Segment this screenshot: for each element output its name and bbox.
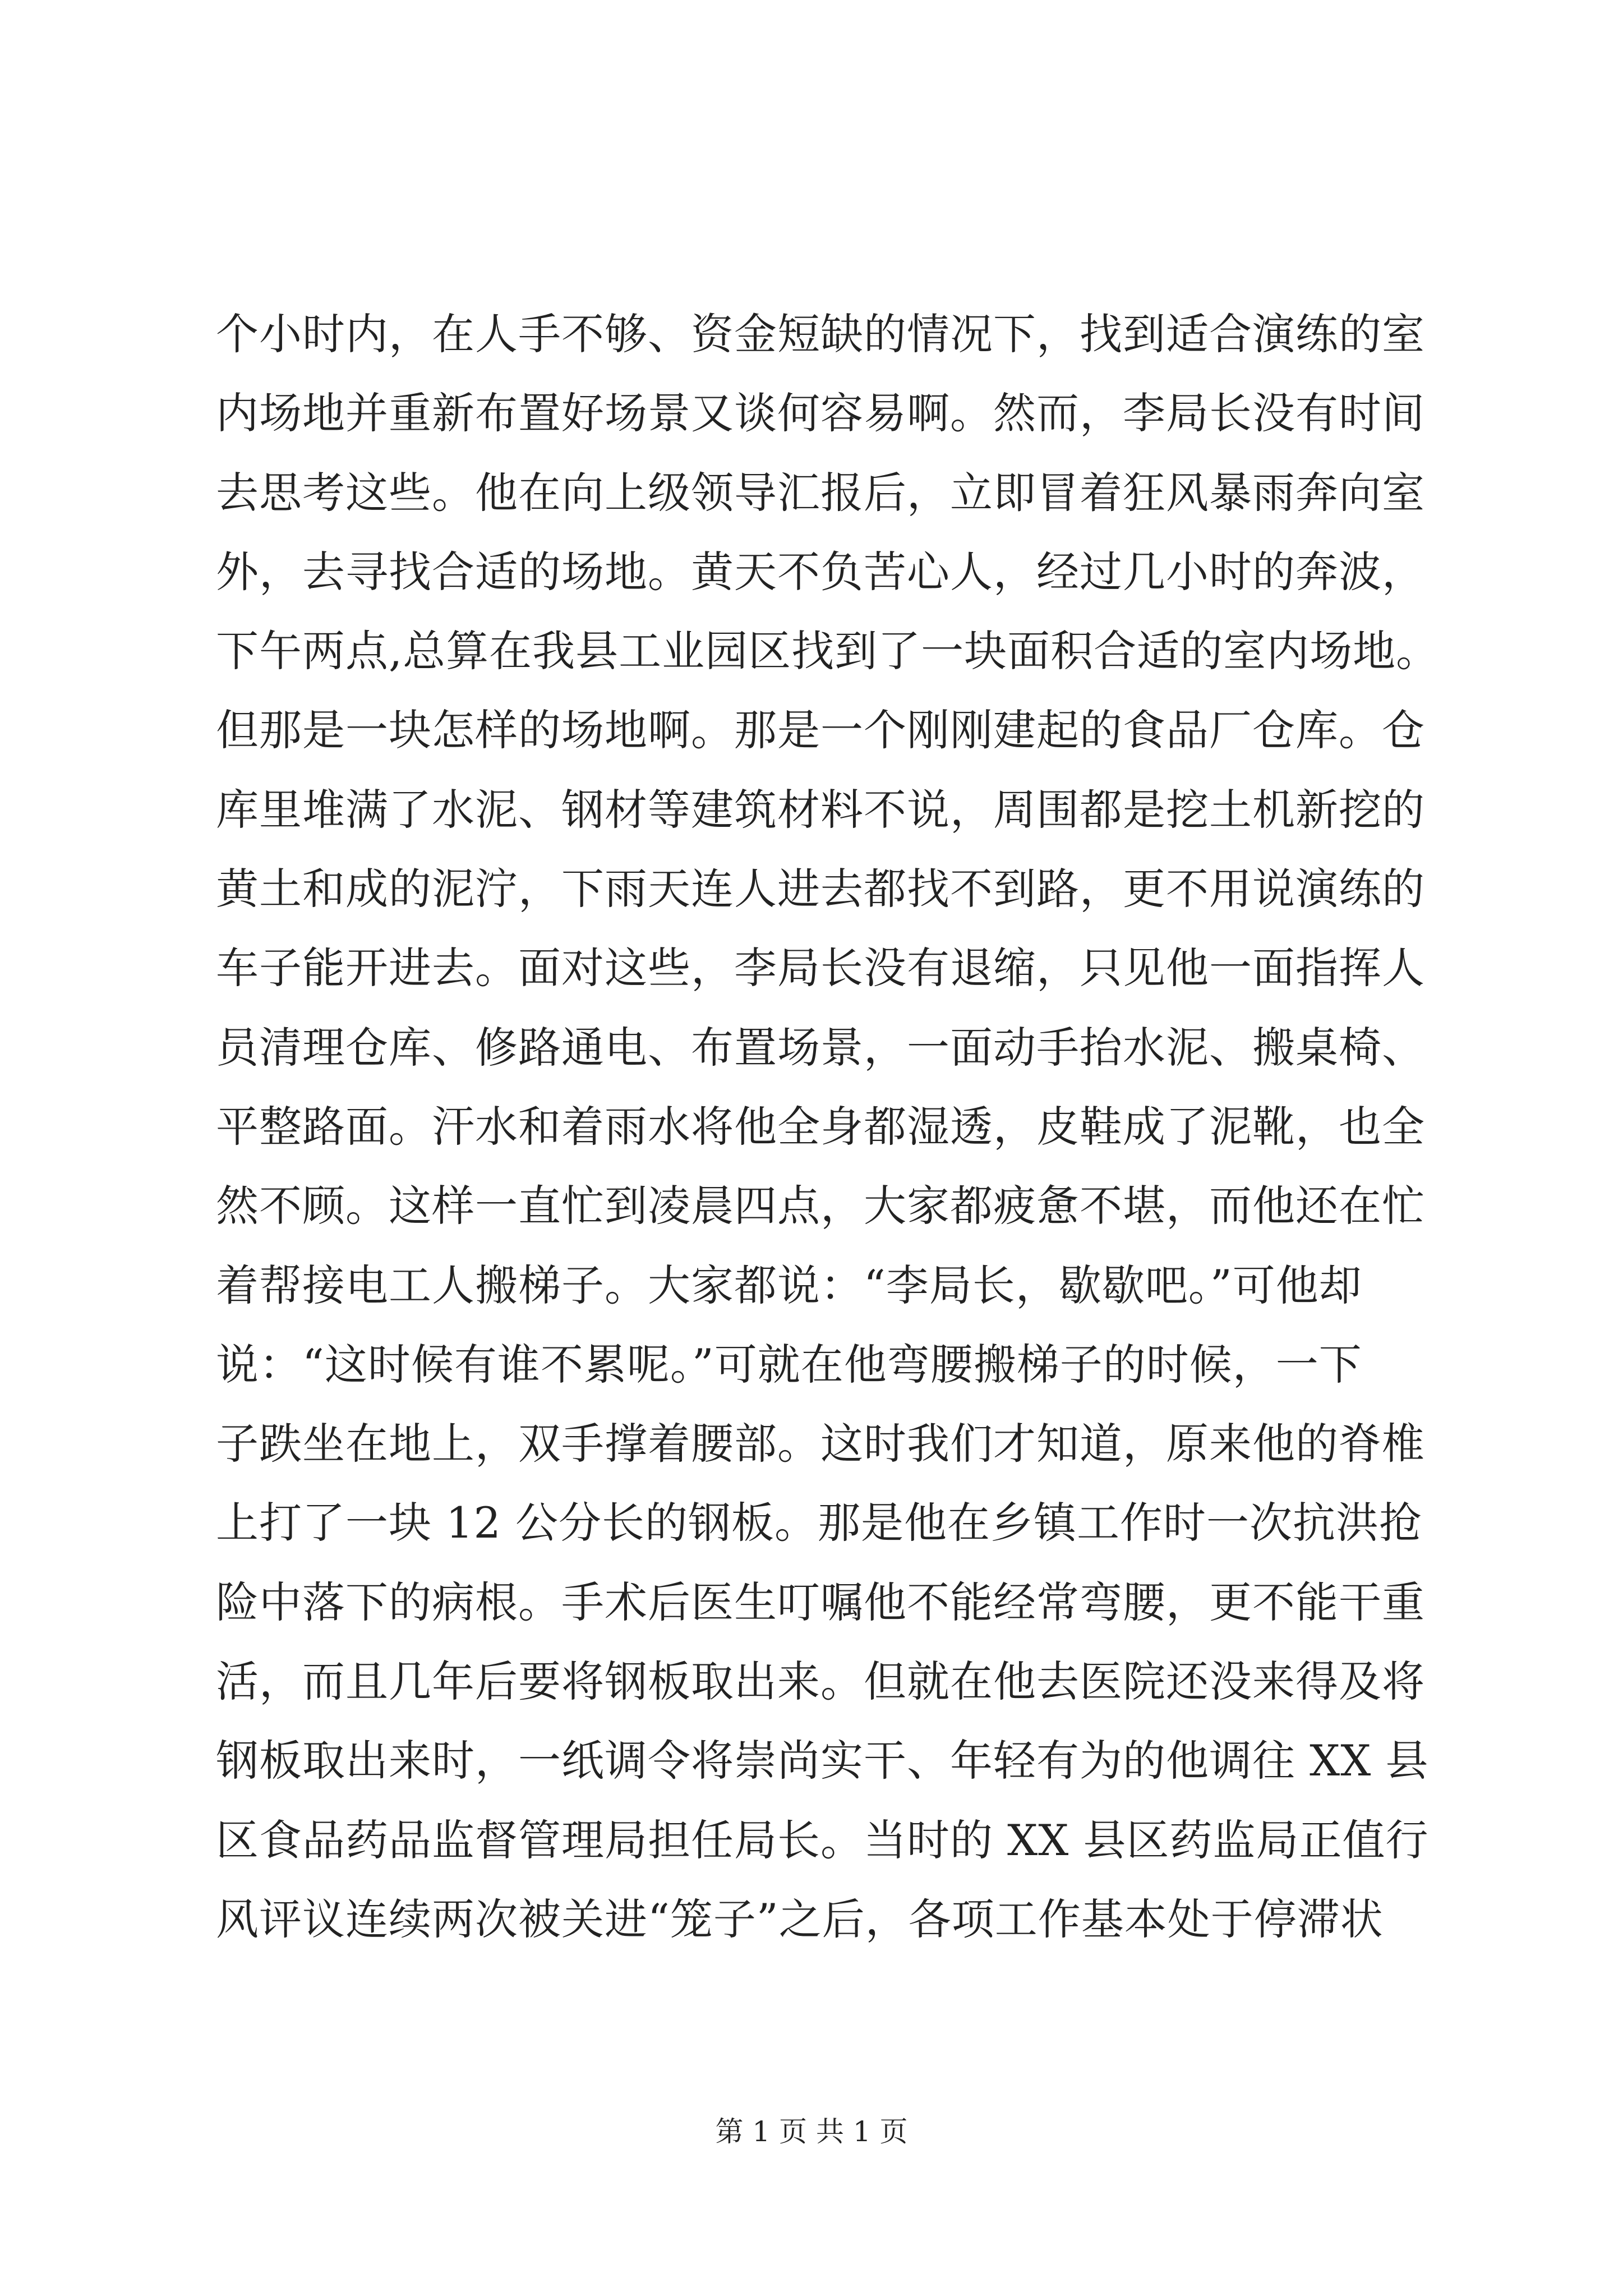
text-line: 黄土和成的泥泞，下雨天连人进去都找不到路，更不用说演练的 (216, 864, 1425, 914)
text-line: 说：“这时候有谁不累呢。”可就在他弯腰搬梯子的时候，一下 (216, 1339, 1362, 1389)
text-line: 但那是一块怎样的场地啊。那是一个刚刚建起的食品厂仓库。仓 (216, 705, 1425, 756)
text-line: 风评议连续两次被关进“笼子”之后，各项工作基本处于停滞状 (216, 1894, 1384, 1944)
text-line: 内场地并重新布置好场景又谈何容易啊。然而，李局长没有时间 (216, 388, 1425, 439)
text-line: 区食品药品监督管理局担任局长。当时的 XX 县区药监局正值行 (216, 1815, 1429, 1865)
body-text (216, 295, 1440, 1959)
text-line: 个小时内，在人手不够、资金短缺的情况下，找到适合演练的室 (216, 309, 1425, 359)
text-line: 子跌坐在地上，双手撑着腰部。这时我们才知道，原来他的脊椎 (216, 1419, 1425, 1469)
text-line: 去思考这些。他在向上级领导汇报后，立即冒着狂风暴雨奔向室 (216, 467, 1425, 518)
text-line: 然不顾。这样一直忙到凌晨四点，大家都疲惫不堪，而他还在忙 (216, 1181, 1425, 1231)
page-number: 第 1 页 共 1 页 (715, 2115, 908, 2148)
text-line: 库里堆满了水泥、钢材等建筑材料不说，周围都是挖土机新挖的 (216, 784, 1425, 835)
text-line: 险中落下的病根。手术后医生叮嘱他不能经常弯腰，更不能干重 (216, 1577, 1425, 1627)
text-line: 活，而且几年后要将钢板取出来。但就在他去医院还没来得及将 (216, 1657, 1425, 1707)
text-line: 着帮接电工人搬梯子。大家都说：“李局长，歇歇吧。”可他却 (216, 1260, 1362, 1310)
text-line: 平整路面。汗水和着雨水将他全身都湿透，皮鞋成了泥靴，也全 (216, 1101, 1425, 1152)
text-line: 员清理仓库、修路通电、布置场景，一面动手抬水泥、搬桌椅、 (216, 1022, 1425, 1073)
text-line: 外，去寻找合适的场地。黄天不负苦心人，经过几小时的奔波， (216, 546, 1425, 597)
text-line: 下午两点,总算在我县工业园区找到了一块面积合适的室内场地。 (216, 626, 1440, 677)
text-line: 上打了一块 12 公分长的钢板。那是他在乡镇工作时一次抗洪抢 (216, 1498, 1423, 1548)
page-footer (0, 2112, 1623, 2151)
text-line: 钢板取出来时，一纸调令将崇尚实干、年轻有为的他调往 XX 县 (216, 1736, 1429, 1786)
text-line: 车子能开进去。面对这些，李局长没有退缩，只见他一面指挥人 (216, 943, 1425, 993)
